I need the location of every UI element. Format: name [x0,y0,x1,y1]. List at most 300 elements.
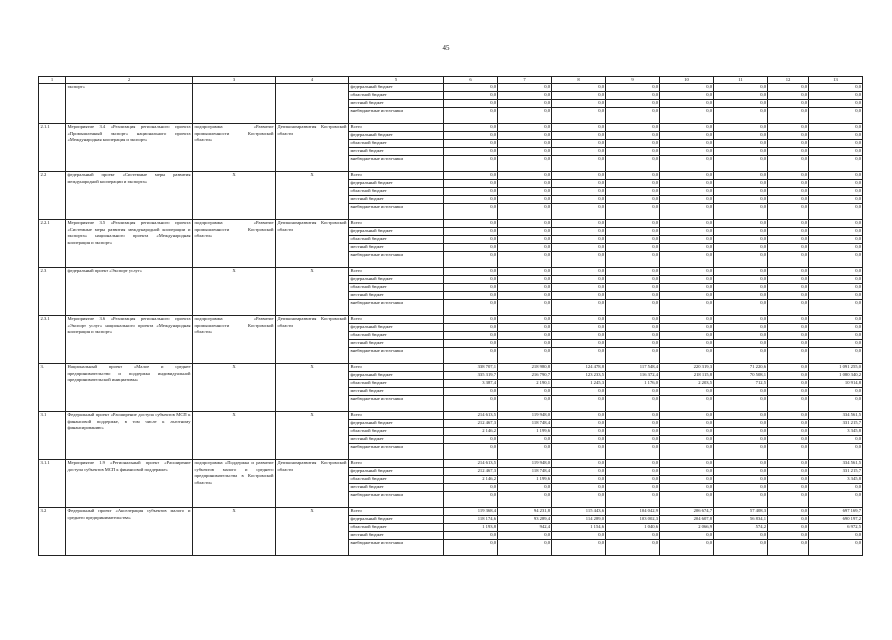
item-name: Национальный проект «Малое и среднее предпринимательство и поддержка индивидуальной предпринимательской инициативы» [66,364,193,412]
amount-cell: 0,0 [552,140,606,148]
amount-cell: 0,0 [809,100,863,108]
amount-cell: 0,0 [498,92,552,100]
amount-cell: 0,0 [714,108,768,124]
table-row [39,316,863,324]
amount-cell: 0,0 [714,140,768,148]
amount-cell: 0,0 [768,428,809,436]
amount-cell: 0,0 [714,300,768,316]
funding-source: Всего [349,268,444,276]
amount-cell: 0,0 [444,140,498,148]
amount-cell: 0,0 [714,316,768,324]
amount-cell: 0,0 [606,196,660,204]
amount-cell: 0,0 [498,332,552,340]
item-number: 2.2 [39,172,66,220]
amount-cell: 0,0 [714,468,768,476]
amount-cell: 0,0 [768,276,809,284]
funding-source: Всего [349,220,444,228]
amount-cell: 94 231,8 [498,508,552,516]
amount-cell: 0,0 [714,220,768,228]
funding-source: областной бюджет [349,140,444,148]
item-name: Мероприятие 1.9 «Региональный проект «Расширение доступа субъектов МСП к финансовой поддержке» [66,460,193,508]
amount-cell: 0,0 [444,148,498,156]
amount-cell: 0,0 [498,220,552,228]
amount-cell: 0,0 [606,428,660,436]
funding-source: местный бюджет [349,100,444,108]
executor-cell: Депэкономразвития Костромской области [276,220,349,268]
funding-source: внебюджетные источ-ники [349,396,444,412]
amount-cell: 0,0 [809,388,863,396]
amount-cell: 0,0 [714,156,768,172]
amount-cell: 0,0 [660,476,714,484]
amount-cell: 0,0 [714,444,768,460]
amount-cell: 0,0 [606,476,660,484]
amount-cell: 0,0 [768,292,809,300]
amount-cell: 0,0 [768,372,809,380]
table-row [39,460,863,468]
amount-cell: 0,0 [606,316,660,324]
table-row [39,220,863,228]
amount-cell: 0,0 [768,380,809,388]
amount-cell: 0,0 [606,92,660,100]
amount-cell: 0,0 [606,228,660,236]
amount-cell: 0,0 [444,84,498,92]
program-cell: X [193,172,276,220]
funding-source: Всего [349,172,444,180]
funding-source: областной бюджет [349,428,444,436]
amount-cell: 0,0 [768,412,809,420]
amount-cell: 0,0 [660,196,714,204]
amount-cell: 0,0 [552,180,606,188]
amount-cell: 697 169,7 [809,508,863,516]
amount-cell: 0,0 [768,348,809,364]
amount-cell: 123 233,5 [552,372,606,380]
amount-cell: 119 948,0 [498,460,552,468]
amount-cell: 0,0 [714,196,768,204]
amount-cell: 0,0 [768,148,809,156]
program-cell: подпрограмма «Развитие промышленности Костромской области» [193,124,276,172]
amount-cell: 0,0 [714,540,768,556]
amount-cell: 0,0 [714,252,768,268]
amount-cell: 0,0 [809,436,863,444]
amount-cell: 0,0 [552,492,606,508]
amount-cell: 0,0 [768,484,809,492]
amount-cell: 0,0 [660,132,714,140]
amount-cell: 118 748,4 [498,420,552,428]
amount-cell: 0,0 [768,180,809,188]
amount-cell: 0,0 [498,532,552,540]
amount-cell: 220 319,3 [660,364,714,372]
amount-cell: 2 146,2 [444,428,498,436]
amount-cell: 0,0 [552,316,606,324]
amount-cell: 104 042,9 [606,508,660,516]
amount-cell: 0,0 [768,460,809,468]
amount-cell: 0,0 [444,284,498,292]
amount-cell: 0,0 [606,332,660,340]
amount-cell: 0,0 [444,268,498,276]
amount-cell: 0,0 [768,332,809,340]
amount-cell: 116 372,4 [606,372,660,380]
amount-cell: 0,0 [660,436,714,444]
amount-cell: 212 467,3 [444,420,498,428]
funding-source: местный бюджет [349,388,444,396]
funding-source: областной бюджет [349,332,444,340]
amount-cell: 0,0 [606,468,660,476]
amount-cell: 0,0 [714,492,768,508]
amount-cell: 0,0 [606,244,660,252]
amount-cell: 942,4 [498,524,552,532]
item-number: 3.2 [39,508,66,556]
amount-cell: 0,0 [498,236,552,244]
amount-cell: 114 289,0 [552,516,606,524]
amount-cell: 0,0 [768,84,809,92]
amount-cell: 0,0 [809,204,863,220]
amount-cell: 0,0 [498,388,552,396]
executor-cell: Депэкономразвития Костромской области [276,460,349,508]
header-cell: 10 [660,77,714,84]
table-row [39,268,863,276]
amount-cell: 0,0 [444,340,498,348]
funding-source: местный бюджет [349,484,444,492]
amount-cell: 0,0 [552,204,606,220]
amount-cell: 0,0 [809,444,863,460]
amount-cell: 0,0 [606,220,660,228]
header-cell: 2 [66,77,193,84]
amount-cell: 0,0 [809,316,863,324]
amount-cell: 124 478,8 [552,364,606,372]
amount-cell: 0,0 [552,460,606,468]
amount-cell: 0,0 [606,84,660,92]
amount-cell: 0,0 [444,172,498,180]
amount-cell: 119 948,0 [498,412,552,420]
amount-cell: 3 345,8 [809,428,863,436]
amount-cell: 0,0 [809,284,863,292]
amount-cell: 2 190,1 [498,380,552,388]
amount-cell: 0,0 [444,236,498,244]
table-row [39,508,863,516]
amount-cell: 0,0 [444,100,498,108]
program-cell: подпрограмма «Поддержка и развитие субъектов малого и среднего предпринимательства в Костромской области» [193,460,276,508]
amount-cell: 0,0 [660,108,714,124]
amount-cell: 0,0 [768,156,809,172]
amount-cell: 0,0 [606,108,660,124]
program-cell: X [193,268,276,316]
header-cell: 9 [606,77,660,84]
amount-cell: 0,0 [444,180,498,188]
amount-cell: 0,0 [498,148,552,156]
amount-cell: 0,0 [552,220,606,228]
amount-cell: 0,0 [714,148,768,156]
amount-cell: 0,0 [809,484,863,492]
amount-cell: 0,0 [552,540,606,556]
table-row [39,412,863,420]
amount-cell: 1 154,6 [552,524,606,532]
funding-source: областной бюджет [349,284,444,292]
amount-cell: 0,0 [809,188,863,196]
amount-cell: 1 199,6 [498,476,552,484]
amount-cell: 0,0 [714,100,768,108]
amount-cell: 115 443,6 [552,508,606,516]
amount-cell: 0,0 [498,228,552,236]
amount-cell: 0,0 [444,316,498,324]
item-number: 2.3.1 [39,316,66,364]
amount-cell: 0,0 [660,148,714,156]
item-name: Мероприятие 3.5 «Реализация регионального проекта «Системные меры развития международной кооперации и экспорта» национального проекта «Международная кооперация и экспорт» [66,220,193,268]
amount-cell: 0,0 [498,244,552,252]
executor-cell: Депэкономразвития Костромской области [276,316,349,364]
amount-cell: 0,0 [444,332,498,340]
amount-cell: 0,0 [444,108,498,124]
amount-cell: 71 220,6 [714,364,768,372]
amount-cell: 0,0 [809,172,863,180]
amount-cell: 0,0 [552,108,606,124]
item-number: 2.2.1 [39,220,66,268]
amount-cell: 118 748,4 [498,468,552,476]
amount-cell: 0,0 [498,300,552,316]
executor-cell: X [276,508,349,556]
amount-cell: 0,0 [660,244,714,252]
table-row [39,124,863,132]
funding-source: областной бюджет [349,380,444,388]
funding-source: местный бюджет [349,148,444,156]
amount-cell: 0,0 [714,428,768,436]
funding-source: местный бюджет [349,292,444,300]
program-cell: подпрограмма «Развитие промышленности Костромской области» [193,316,276,364]
header-cell: 1 [39,77,66,84]
item-name: федеральный проект «Системные меры развития международной кооперации и экспорта» [66,172,193,220]
funding-source: областной бюджет [349,236,444,244]
item-name: Мероприятие 3.6 «Реализация регионального проекта «Экспорт услуг» национального проекта «Международная кооперация и экспорт» [66,316,193,364]
amount-cell: 0,0 [768,140,809,148]
amount-cell: 1 176,0 [606,380,660,388]
funding-source: Всего [349,124,444,132]
amount-cell: 0,0 [809,340,863,348]
amount-cell: 0,0 [444,252,498,268]
amount-cell: 0,0 [552,148,606,156]
amount-cell: 0,0 [809,92,863,100]
amount-cell: 0,0 [714,476,768,484]
amount-cell: 0,0 [660,348,714,364]
amount-cell: 0,0 [444,124,498,132]
amount-cell: 0,0 [809,196,863,204]
amount-cell: 0,0 [606,188,660,196]
amount-cell: 0,0 [552,228,606,236]
executor-cell: X [276,364,349,412]
amount-cell: 0,0 [809,348,863,364]
amount-cell: 0,0 [660,428,714,436]
amount-cell: 0,0 [606,292,660,300]
amount-cell: 0,0 [660,324,714,332]
amount-cell: 0,0 [660,84,714,92]
amount-cell: 0,0 [606,268,660,276]
funding-source: внебюджетные источ-ники [349,540,444,556]
amount-cell: 0,0 [552,84,606,92]
program-cell: X [193,364,276,412]
amount-cell: 0,0 [660,412,714,420]
funding-source: федеральный бюджет [349,324,444,332]
amount-cell: 0,0 [660,228,714,236]
executor-cell: X [276,172,349,220]
amount-cell: 0,0 [809,332,863,340]
amount-cell: 0,0 [714,332,768,340]
amount-cell: 0,0 [606,492,660,508]
amount-cell: 0,0 [552,172,606,180]
amount-cell: 0,0 [606,396,660,412]
amount-cell: 0,0 [606,540,660,556]
amount-cell: 0,0 [444,220,498,228]
amount-cell: 0,0 [606,532,660,540]
amount-cell: 0,0 [768,388,809,396]
funding-source: внебюджетные источ-ники [349,204,444,220]
amount-cell: 0,0 [660,420,714,428]
amount-cell: 0,0 [606,388,660,396]
amount-cell: 0,0 [498,396,552,412]
amount-cell: 0,0 [552,444,606,460]
page-number: 45 [442,44,450,52]
amount-cell: 690 197,2 [809,516,863,524]
item-name: Федеральный проект «Акселерация субъектов малого и среднего предпринимательства» [66,508,193,556]
amount-cell: 0,0 [809,180,863,188]
amount-cell: 0,0 [768,540,809,556]
amount-cell: 0,0 [714,132,768,140]
amount-cell: 0,0 [552,196,606,204]
amount-cell: 0,0 [768,284,809,292]
amount-cell: 0,0 [606,124,660,132]
amount-cell: 0,0 [606,444,660,460]
amount-cell: 0,0 [809,492,863,508]
amount-cell: 2 066,9 [660,524,714,532]
amount-cell: 334 561,5 [809,460,863,468]
amount-cell: 0,0 [498,180,552,188]
amount-cell: 0,0 [714,228,768,236]
item-number: 2.1.1 [39,124,66,172]
amount-cell: 0,0 [714,268,768,276]
header-cell: 6 [444,77,498,84]
amount-cell: 0,0 [768,188,809,196]
amount-cell: 0,0 [498,196,552,204]
amount-cell: 0,0 [660,284,714,292]
amount-cell: 0,0 [660,188,714,196]
amount-cell: 0,0 [444,92,498,100]
amount-cell: 0,0 [714,84,768,92]
amount-cell: 0,0 [809,540,863,556]
amount-cell: 3 345,8 [809,476,863,484]
amount-cell: 214 613,5 [444,460,498,468]
amount-cell: 0,0 [768,340,809,348]
amount-cell: 0,0 [660,100,714,108]
amount-cell: 0,0 [498,484,552,492]
amount-cell: 0,0 [606,348,660,364]
amount-cell: 117 548,4 [606,364,660,372]
funding-source: Всего [349,460,444,468]
amount-cell: 0,0 [552,532,606,540]
amount-cell: 0,0 [498,100,552,108]
amount-cell: 0,0 [714,348,768,364]
amount-cell: 0,0 [660,532,714,540]
amount-cell: 118 174,6 [444,516,498,524]
amount-cell: 0,0 [498,124,552,132]
amount-cell: 0,0 [552,412,606,420]
amount-cell: 0,0 [768,436,809,444]
amount-cell: 0,0 [714,188,768,196]
amount-cell: 0,0 [768,244,809,252]
amount-cell: 0,0 [552,284,606,292]
funding-source: внебюджетные источ-ники [349,252,444,268]
amount-cell: 0,0 [444,292,498,300]
amount-cell: 57 408,3 [714,508,768,516]
amount-cell: 0,0 [714,244,768,252]
amount-cell: 0,0 [768,316,809,324]
amount-cell: 0,0 [768,508,809,516]
amount-cell: 10 914,8 [809,380,863,388]
header-row [39,77,863,84]
item-name: Федеральный проект «Расширение доступа субъектов МСП к финансовой поддержке, в том числе к льготному финансированию» [66,412,193,460]
amount-cell: 0,0 [768,172,809,180]
header-cell: 11 [714,77,768,84]
amount-cell: 0,0 [444,276,498,284]
amount-cell: 0,0 [768,228,809,236]
amount-cell: 0,0 [768,324,809,332]
funding-source: областной бюджет [349,92,444,100]
amount-cell: 0,0 [552,124,606,132]
amount-cell: 0,0 [714,460,768,468]
item-name: Мероприятие 3.4 «Реализация регионального проекта «Промышленный экспорт» национального проекта «Международная кооперация и экспорт» [66,124,193,172]
amount-cell: 331 215,7 [809,468,863,476]
amount-cell: 0,0 [552,92,606,100]
amount-cell: 0,0 [552,340,606,348]
table-row [39,364,863,372]
amount-cell: 70 508,1 [714,372,768,380]
amount-cell: 0,0 [768,196,809,204]
amount-cell: 0,0 [660,332,714,340]
amount-cell: 1 091 255,0 [809,364,863,372]
amount-cell: 0,0 [768,220,809,228]
funding-source: внебюджетные источ-ники [349,348,444,364]
amount-cell: 0,0 [498,316,552,324]
amount-cell: 0,0 [768,532,809,540]
amount-cell: 0,0 [660,92,714,100]
amount-cell: 338 707,1 [444,364,498,372]
amount-cell: 0,0 [552,292,606,300]
amount-cell: 0,0 [606,180,660,188]
amount-cell: 0,0 [809,244,863,252]
amount-cell: 0,0 [444,436,498,444]
amount-cell: 0,0 [660,204,714,220]
amount-cell: 0,0 [552,428,606,436]
header-cell: 3 [193,77,276,84]
amount-cell: 0,0 [714,532,768,540]
amount-cell: 0,0 [606,156,660,172]
amount-cell: 0,0 [660,172,714,180]
amount-cell: 0,0 [552,396,606,412]
funding-source: федеральный бюджет [349,84,444,92]
amount-cell: 0,0 [714,324,768,332]
amount-cell: 0,0 [606,460,660,468]
amount-cell: 0,0 [809,324,863,332]
amount-cell: 0,0 [498,276,552,284]
header-cell: 4 [276,77,349,84]
amount-cell: 0,0 [660,180,714,188]
amount-cell: 0,0 [444,492,498,508]
amount-cell: 0,0 [809,156,863,172]
amount-cell: 0,0 [660,276,714,284]
funding-source: местный бюджет [349,532,444,540]
amount-cell: 0,0 [768,100,809,108]
amount-cell: 0,0 [660,300,714,316]
amount-cell: 712,5 [714,380,768,388]
funding-source: местный бюджет [349,340,444,348]
amount-cell: 0,0 [660,252,714,268]
amount-cell: 0,0 [444,348,498,364]
